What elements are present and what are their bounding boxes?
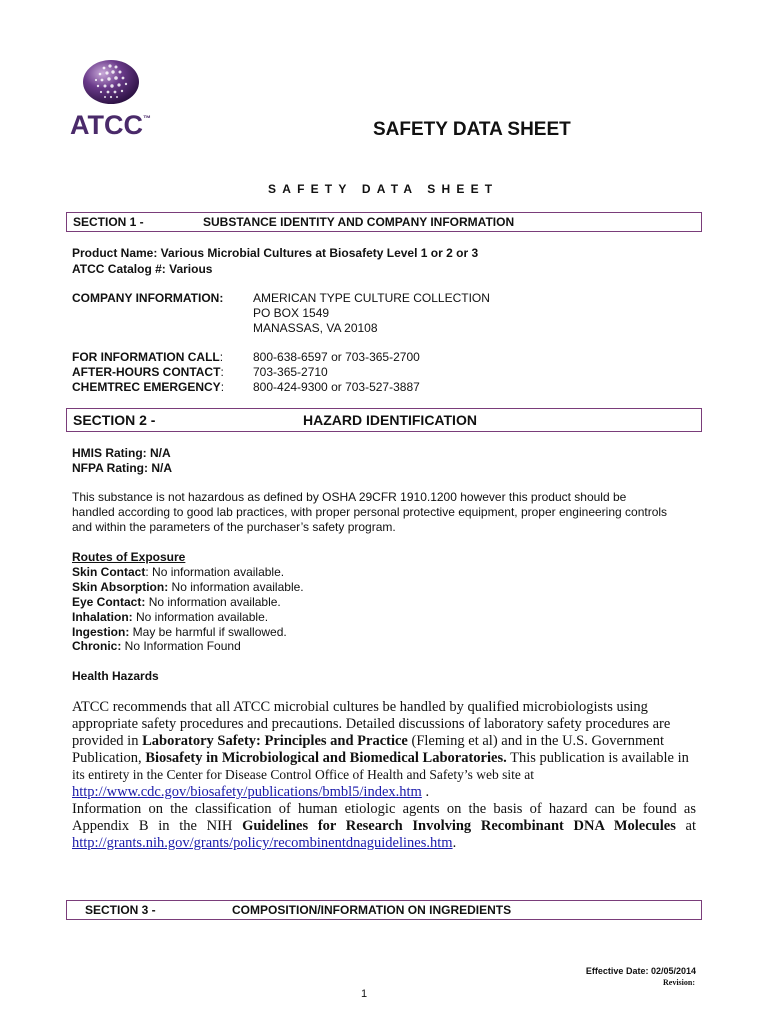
company-line: PO BOX 1549 [253,306,330,320]
hazard-paragraph-line: and within the parameters of the purchaser’s safety program. [72,520,396,534]
health-hazards-heading: Health Hazards [72,669,159,683]
nfpa-rating: NFPA Rating: N/A [72,461,172,475]
health-line: provided in Laboratory Safety: Principles and Practice (Fleming et al) and in the U.S. Government [72,733,664,749]
company-line: AMERICAN TYPE CULTURE COLLECTION [253,291,490,305]
effective-date: Effective Date: 02/05/2014 [585,966,696,976]
logo-wordmark: ATCC™ [70,110,151,140]
section-2-header [66,408,702,432]
health-line: appropriate safety procedures and precautions. Detailed discussions of laboratory safety procedures are [72,716,671,732]
globe-logo-icon [80,58,142,108]
section-3-header [66,900,702,920]
health-line: http://grants.nih.gov/grants/policy/recombinentdnaguidelines.htm. [72,835,457,851]
route-item: Ingestion: May be harmful if swallowed. [72,625,287,639]
hazard-paragraph-line: This substance is not hazardous as defined by OSHA 29CFR 1910.1200 however this product should be [72,490,627,504]
hazard-paragraph-line: handled according to good lab practices, with proper personal protective equipment, proper engineering controls [72,505,668,519]
atcc-logo [70,58,160,138]
section-2-title: HAZARD IDENTIFICATION [303,412,477,428]
health-line: its entirety in the Center for Disease Control Office of Health and Safety’s web site at [72,767,534,782]
cdc-biosafety-link[interactable]: http://www.cdc.gov/biosafety/publications/bmbl5/index.htm [72,784,422,800]
section-1-header [66,212,702,232]
product-name: Product Name: Various Microbial Cultures at Biosafety Level 1 or 2 or 3 [72,246,479,260]
page-title: SAFETY DATA SHEET [373,119,571,140]
hmis-rating: HMIS Rating: N/A [72,446,171,460]
spaced-title: SAFETY DATA SHEET [268,182,499,196]
chemtrec-value: 800-424-9300 or 703-527-3887 [253,380,420,394]
health-line: Appendix B in the NIH Guidelines for Research Involving Recombinant DNA Molecules at [72,818,696,834]
after-hours-value: 703-365-2710 [253,365,328,379]
route-item: Eye Contact: No information available. [72,595,281,609]
route-item: Inhalation: No information available. [72,610,269,624]
route-item: Chronic: No Information Found [72,639,241,653]
catalog-number: ATCC Catalog #: Various [72,262,213,276]
page-number: 1 [361,988,368,1000]
health-line: Information on the classification of human etiologic agents on the basis of hazard can be found as [72,801,696,817]
chemtrec-label: CHEMTREC EMERGENCY: [72,380,225,394]
section-3-title: COMPOSITION/INFORMATION ON INGREDIENTS [232,903,512,917]
company-info-label: COMPANY INFORMATION: [72,291,224,305]
section-3-number: SECTION 3 - [85,903,156,917]
health-line: Publication, Biosafety in Microbiological and Biomedical Laboratories. This publication is available in [72,750,689,766]
section-2-number: SECTION 2 - [73,412,156,428]
info-call-label: FOR INFORMATION CALL: [72,350,224,364]
info-call-value: 800-638-6597 or 703-365-2700 [253,350,420,364]
health-line: ATCC recommends that all ATCC microbial cultures be handled by qualified microbiologists using [72,699,648,715]
route-item: Skin Contact: No information available. [72,565,285,579]
section-1-title: SUBSTANCE IDENTITY AND COMPANY INFORMATION [203,215,515,229]
routes-heading: Routes of Exposure [72,550,186,564]
company-line: MANASSAS, VA 20108 [253,321,378,335]
revision-label: Revision: [663,978,695,987]
after-hours-label: AFTER-HOURS CONTACT: [72,365,224,379]
health-line: http://www.cdc.gov/biosafety/publications/bmbl5/index.htm . [72,784,430,800]
section-1-number: SECTION 1 - [73,215,144,229]
nih-guidelines-link[interactable]: http://grants.nih.gov/grants/policy/recombinentdnaguidelines.htm [72,835,453,851]
route-item: Skin Absorption: No information available. [72,580,304,594]
